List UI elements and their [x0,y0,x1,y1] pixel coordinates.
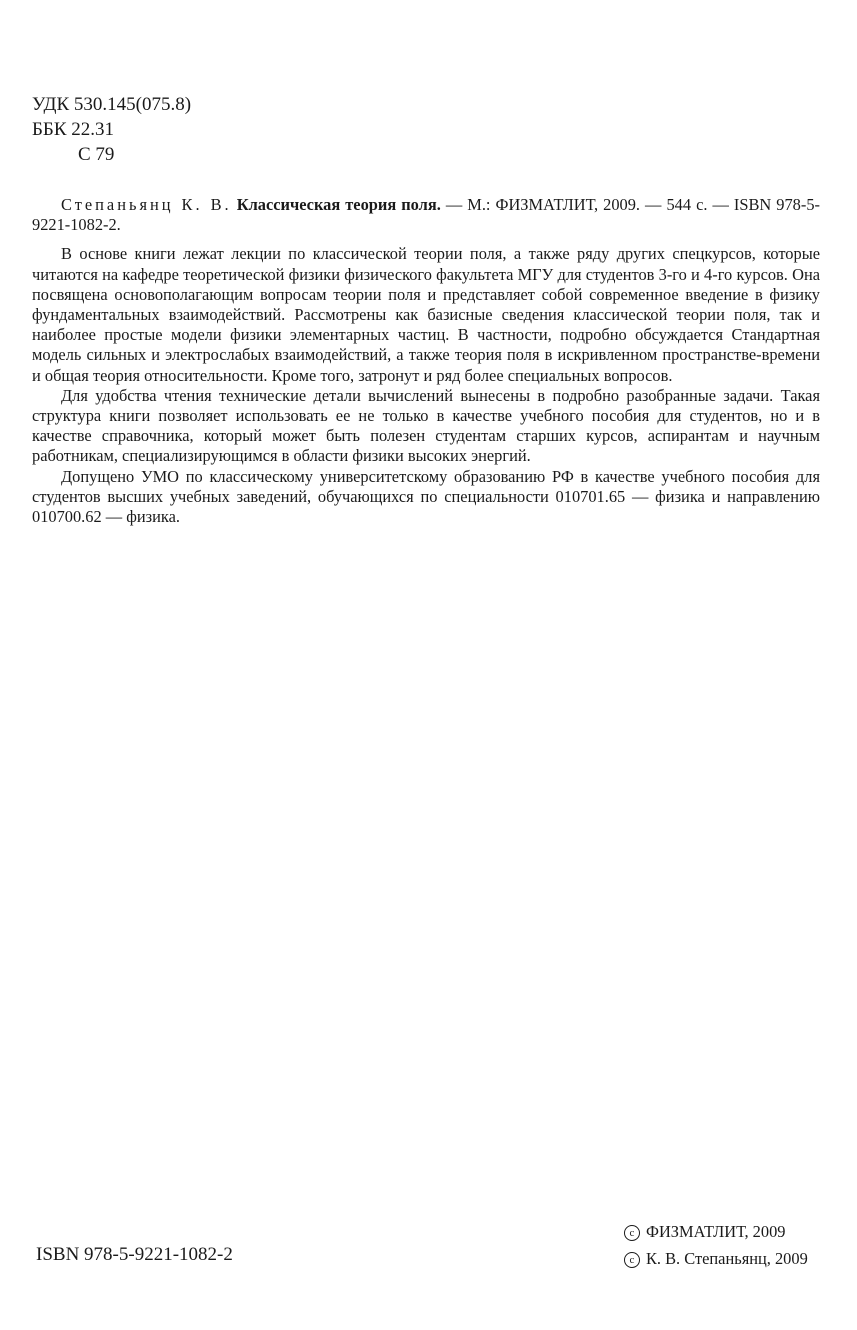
copyright-author: К. В. Степаньянц, 2009 [646,1249,808,1268]
bibliographic-reference [32,195,820,235]
copyright-author-line [624,1245,808,1272]
abstract-paragraph-2: Для удобства чтения технические детали вычислений вынесены в подробно разобранные задачи. Такая структура книги позволяет использовать ее не только в качестве учебного пособия для студентов, но и в качестве справочника, который может быть полезен студентам старших курсов, аспирантам и научным работникам, специализирующимся в области физики высоких энергий. [32,385,820,466]
copyright-publisher: ФИЗМАТЛИТ, 2009 [646,1222,786,1241]
classification-codes [32,92,191,167]
abstract-paragraph-1: В основе книги лежат лекции по классической теории поля, а также ряду других спецкурсов, которые читаются на кафедре теоретической физики физического факультета МГУ для студентов 3-го и 4-го курсов. Она посвящена основополагающим вопросам теории поля и представляет собой современное введение в физику фундаментальных взаимодействий. Рассмотрены как базисные сведения классической теории поля, так и наиболее простые модели физики элементарных частиц. В частности, подробно обсуждается Стандартная модель сильных и электрослабых взаимодействий, а также теория поля в искривленном пространстве-времени и общая теория относительности. Кроме того, затронут и ряд более специальных вопросов. [32,244,820,385]
reference-details: — М.: ФИЗМАТЛИТ, 2009. — 544 с. — ISBN 978-5-9221-1082-2. [32,195,820,235]
copyright-icon: c [624,1225,640,1241]
reference-title: Классическая теория поля. [236,195,441,214]
copyright-publisher-line [624,1218,808,1245]
udk-code: УДК 530.145(075.8) [32,94,192,115]
author-code: С 79 [78,144,115,165]
bbk-code: ББК 22.31 [32,119,114,140]
copyright-icon: c [624,1252,640,1268]
annotation-block [32,195,820,527]
copyright-block [624,1218,808,1272]
abstract-paragraph-3: Допущено УМО по классическому университетскому образованию РФ в качестве учебного пособия для студентов высших учебных заведений, обучающихся по специальности 010701.65 — физика и направлению 010700.62 — физика. [32,466,820,527]
footer-isbn: ISBN 978-5-9221-1082-2 [36,1244,233,1265]
reference-author: Степаньянц К. В. [61,195,232,214]
